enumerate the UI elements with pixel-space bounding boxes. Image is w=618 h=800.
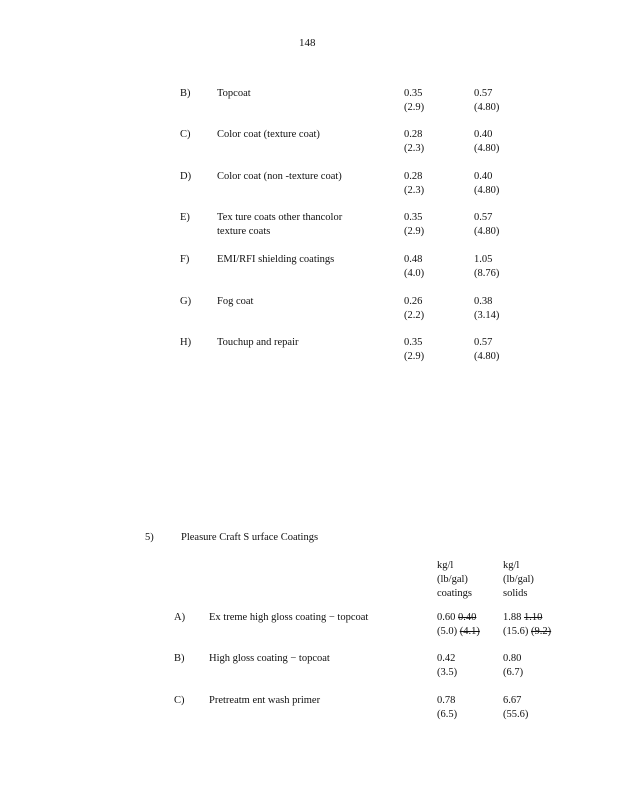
- value: 0.35: [404, 337, 423, 348]
- row-description: [217, 253, 334, 267]
- row-letter: A): [174, 612, 186, 623]
- value: 0.35: [404, 212, 423, 223]
- row-letter: G): [180, 296, 192, 307]
- header-line: solids: [503, 588, 528, 599]
- value: 0.57: [474, 212, 493, 223]
- value: 0.48: [404, 254, 423, 265]
- value: 0.26: [404, 296, 423, 307]
- description-line: Color coat (texture coat): [217, 129, 320, 140]
- value-line: [437, 611, 480, 625]
- value-paren: (3.5): [437, 667, 458, 678]
- row-description: [217, 295, 253, 309]
- value: 0.28: [404, 171, 423, 182]
- value-paren: (4.80): [474, 351, 500, 362]
- row-description: High gloss coating − topcoat: [209, 653, 330, 664]
- value: 6.67: [503, 695, 522, 706]
- value-paren: (2.2): [404, 310, 425, 321]
- row-value-solids: [474, 253, 499, 281]
- row-description: [217, 87, 251, 101]
- value-line: [437, 625, 480, 639]
- description-line: Tex ture coats other thancolor: [217, 212, 343, 223]
- value-paren: (2.3): [404, 185, 425, 196]
- value: 0.40: [474, 129, 493, 140]
- section-number: 5): [145, 532, 154, 543]
- value: 1.88: [503, 612, 524, 623]
- value: 0.80: [503, 653, 522, 664]
- value: 0.40: [474, 171, 493, 182]
- row-letter: B): [174, 653, 185, 664]
- value-paren: (2.9): [404, 102, 425, 113]
- row-letter: D): [180, 171, 192, 182]
- description-line: Topcoat: [217, 88, 251, 99]
- value-line: [503, 611, 551, 625]
- value-paren: (2.3): [404, 143, 425, 154]
- row-description: [217, 336, 298, 350]
- value-paren: (5.0): [437, 626, 460, 637]
- value-paren: (4.80): [474, 185, 500, 196]
- row-value-solids: [503, 652, 523, 680]
- deleted-value: (4.1): [459, 626, 480, 637]
- row-value-coatings: [404, 211, 424, 239]
- row-description: [217, 170, 342, 184]
- value-paren: (4.80): [474, 102, 500, 113]
- value-paren: (6.5): [437, 709, 458, 720]
- row-value-coatings: [437, 652, 457, 680]
- value: 0.57: [474, 88, 493, 99]
- header-line: kg/l: [437, 560, 454, 571]
- row-value-coatings: [404, 170, 424, 198]
- row-letter: C): [180, 129, 191, 140]
- row-value-solids: [474, 336, 499, 364]
- row-value-coatings: [404, 253, 424, 281]
- deleted-value: 1.10: [524, 612, 543, 623]
- row-letter: E): [180, 212, 190, 223]
- value: 0.28: [404, 129, 423, 140]
- row-value-coatings: [404, 87, 424, 115]
- header-line: (lb/gal): [503, 574, 534, 585]
- value-line: [503, 625, 551, 639]
- row-value-solids: [503, 694, 528, 722]
- row-letter: H): [180, 337, 192, 348]
- value-paren: (4.80): [474, 226, 500, 237]
- value: 0.42: [437, 653, 456, 664]
- value: 1.05: [474, 254, 493, 265]
- section-title: Pleasure Craft S urface Coatings: [181, 532, 319, 543]
- header-line: kg/l: [503, 560, 520, 571]
- value-paren: (2.9): [404, 226, 425, 237]
- deleted-value: 0.40: [458, 612, 477, 623]
- row-letter: F): [180, 254, 190, 265]
- row-value-solids: [474, 211, 499, 239]
- value-paren: (55.6): [503, 709, 529, 720]
- description-line: texture coats: [217, 226, 271, 237]
- row-value-coatings: [404, 295, 424, 323]
- row-value-solids: [474, 87, 499, 115]
- row-value-solids: [474, 170, 499, 198]
- value-paren: (2.9): [404, 351, 425, 362]
- deleted-value: (9.2): [531, 626, 552, 637]
- description-line: Color coat (non -texture coat): [217, 171, 342, 182]
- column-header-solids: [503, 559, 534, 601]
- value: 0.60: [437, 612, 458, 623]
- row-value-coatings: [404, 336, 424, 364]
- page-number: 148: [299, 37, 316, 49]
- value-paren: (15.6): [503, 626, 531, 637]
- header-line: coatings: [437, 588, 472, 599]
- row-value-coatings: [437, 694, 457, 722]
- row-value-solids: [503, 611, 551, 639]
- row-description: [217, 211, 342, 239]
- column-header-coatings: [437, 559, 472, 601]
- value-paren: (8.76): [474, 268, 500, 279]
- description-line: Fog coat: [217, 296, 254, 307]
- row-value-coatings: [437, 611, 480, 639]
- value: 0.78: [437, 695, 456, 706]
- value: 0.38: [474, 296, 493, 307]
- row-value-solids: [474, 295, 499, 323]
- row-letter: C): [174, 695, 185, 706]
- value-paren: (3.14): [474, 310, 500, 321]
- description-line: EMI/RFI shielding coatings: [217, 254, 335, 265]
- description-line: Touchup and repair: [217, 337, 299, 348]
- header-line: (lb/gal): [437, 574, 468, 585]
- value-paren: (6.7): [503, 667, 524, 678]
- row-value-solids: [474, 128, 499, 156]
- value-paren: (4.80): [474, 143, 500, 154]
- row-letter: B): [180, 88, 191, 99]
- row-description: [217, 128, 320, 142]
- value: 0.35: [404, 88, 423, 99]
- value: 0.57: [474, 337, 493, 348]
- row-description: Pretreatm ent wash primer: [209, 695, 321, 706]
- row-description: Ex treme high gloss coating − topcoat: [209, 612, 369, 623]
- row-value-coatings: [404, 128, 424, 156]
- value-paren: (4.0): [404, 268, 425, 279]
